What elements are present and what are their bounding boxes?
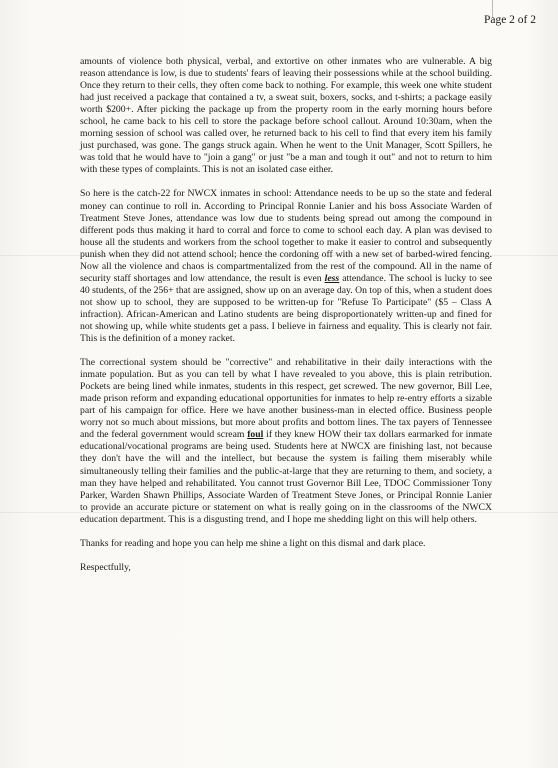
page-number: Page 2 of 2: [483, 14, 536, 26]
emphasis-foul: foul: [247, 429, 264, 441]
paragraph-3-text-a: The correctional system should be "corrective" and rehabilitative in their daily interactions with the inmate population. But as you can tell by what I have revealed to you above, this is plain retribution. Pockets are being lined while inmates, students in this respect, get screwed. The new governor, Bill Lee, made prison reform and expanding educational opportunities for inmates to help re-entry efforts a sizable part of his campaign for office. Here we have another business-man in elected office. Business people worry not so much about missions, but more about profits and bottom lines. The tax payers of Tennessee and the federal government would scream: [80, 357, 492, 441]
emphasis-less: less: [324, 272, 340, 284]
paragraph-3-text-b: if they knew HOW their tax dollars earmarked for inmate educational/vocational programs are being used. Students here at NWCX are finishing last, not because they don't have the will and the intellect, but because the system is failing them miserably while simultaneously telling their families and the public-at-large that they are returning to them, and society, a man they have helped and rehabilitated. You cannot trust Governor Bill Lee, TDOC Commissioner Tony Parker, Warden Shawn Phillips, Associate Warden of Treatment Steve Jones, or Principal Ronnie Lanier to provide an accurate picture or statement on what is really going on in the classrooms of the NWCX education department. This is a disgusting trend, and I hope me shedding light on this will help others.: [80, 429, 492, 525]
letter-body: [80, 56, 492, 586]
paragraph-violence: amounts of violence both physical, verbal, and extortive on other inmates who are vulnerable. A big reason attendance is low, is due to students' fears of leaving their possessions while at the school building. Once they return to their cells, they often come back to nothing. For example, this week one white student had just received a package that contained a tv, a sweat suit, boxers, socks, and t-shirts; a package easily worth $200+. After picking the package up from the property room in the early morning hours before school, he came back to his cell to store the package before school callout. Around 10:30am, when the morning session of school was called over, he returned back to his cell to find that every item his family just purchased, was gone. The gangs struck again. When he went to the Unit Manager, Scott Spillers, he was told that he would have to "join a gang" or just "be a man and tough it out" and not to return to him with these types of complaints. This is not an isolated case either.: [80, 56, 492, 176]
paragraph-2-text-b: attendance. The school is lucky to see 40 students, of the 256+ that are assigned, show up on an average day. On top of this, when a student does not show up to school, they are supposed to be written-up for "Refuse To Participate" ($5 – Class A infraction). African-American and Latino students are being disproportionately written-up and fined for not showing up, while white students get a pass. I believe in fairness and equality. This is clearly not fair. This is the definition of a money racket.: [80, 272, 493, 345]
paragraph-catch-22: [80, 188, 492, 345]
closing-salutation: Respectfully,: [80, 561, 131, 573]
paragraph-2-text-a: So here is the catch-22 for NWCX inmates in school: Attendance needs to be up so the state and federal money can continue to roll in. According to Principal Ronnie Lanier and his boss Associate Warden of Treatment Steve Jones, attendance was low due to students being spread out among the compound in different pods thus making it hard to corral and force to come to school each day. A plan was devised to house all the students and workers from the school together to make it easier to control and subsequently punish when they did not attend school; hence the cordoning off with a new set of barbed-wired fencing. Now all the violence and chaos is compartmentalized from the rest of the compound. All in the name of security staff shortages and low attendance, the result is even: [80, 188, 492, 284]
paragraph-correctional-system: [80, 357, 492, 526]
paragraph-thanks: Thanks for reading and hope you can help me shine a light on this dismal and dark place.: [80, 537, 426, 549]
